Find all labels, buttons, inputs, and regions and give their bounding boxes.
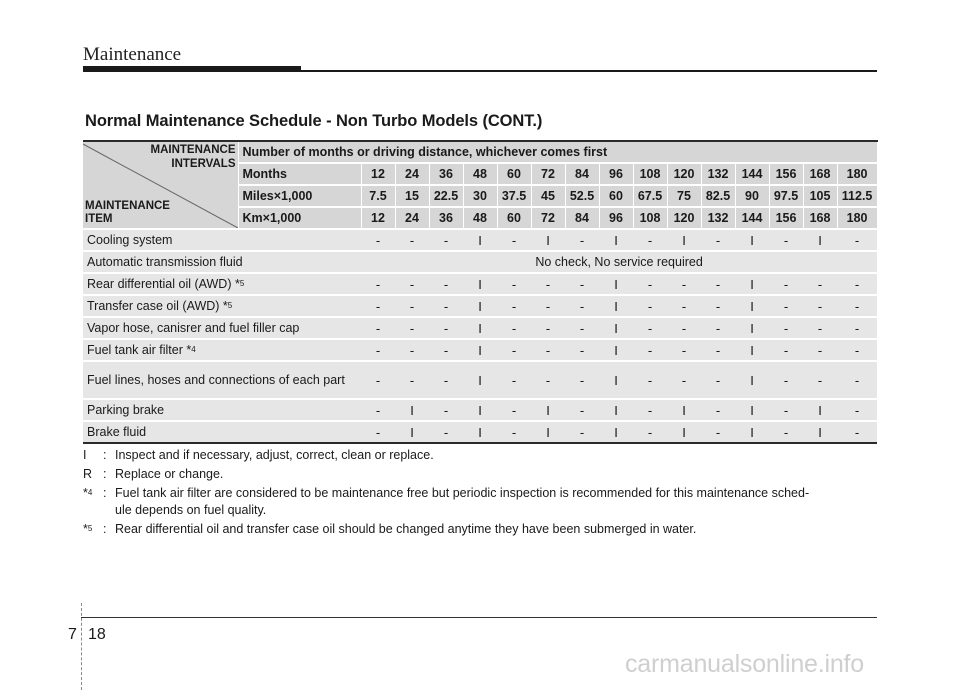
- schedule-cell: -: [803, 339, 837, 361]
- schedule-cell: -: [769, 339, 803, 361]
- schedule-cell: I: [599, 229, 633, 251]
- interval-value: 112.5: [837, 185, 877, 207]
- interval-value: 67.5: [633, 185, 667, 207]
- interval-row-label: Km×1,000: [238, 207, 361, 229]
- table-row: [83, 399, 877, 421]
- schedule-cell: -: [803, 295, 837, 317]
- schedule-cell: -: [361, 399, 395, 421]
- schedule-cell: -: [361, 317, 395, 339]
- interval-value: 30: [463, 185, 497, 207]
- footnote-marker: 4: [87, 488, 93, 497]
- table-row: [83, 361, 877, 399]
- note-key: [83, 446, 103, 465]
- maintenance-item-name: [83, 251, 361, 273]
- footnote-marker: 5: [227, 300, 233, 310]
- schedule-cell: -: [531, 273, 565, 295]
- schedule-cell: -: [837, 339, 877, 361]
- table-row: [83, 251, 877, 273]
- schedule-cell: I: [667, 229, 701, 251]
- schedule-cell: I: [531, 229, 565, 251]
- interval-value: 12: [361, 163, 395, 185]
- maintenance-schedule-table: [83, 140, 878, 444]
- interval-value: 168: [803, 207, 837, 229]
- header-rule: [301, 70, 877, 72]
- schedule-cell: -: [497, 361, 531, 399]
- interval-value: 37.5: [497, 185, 531, 207]
- table-corner-header: [83, 141, 238, 229]
- item-name-text: Vapor hose, canisrer and fuel filler cap: [87, 320, 300, 335]
- schedule-cell: -: [361, 273, 395, 295]
- interval-value: 84: [565, 207, 599, 229]
- note-continuation: ule depends on fuel quality.: [115, 503, 267, 517]
- interval-value: 72: [531, 163, 565, 185]
- maintenance-item-name: [83, 295, 361, 317]
- note-separator: :: [103, 522, 107, 536]
- note-key: [83, 465, 103, 484]
- note-text: Inspect and if necessary, adjust, correct, clean or replace.: [115, 448, 434, 462]
- interval-value: 72: [531, 207, 565, 229]
- interval-value: 48: [463, 207, 497, 229]
- table-row: [83, 295, 877, 317]
- schedule-cell: -: [429, 295, 463, 317]
- item-name-text: Fuel lines, hoses and connections of each part: [87, 372, 345, 387]
- table-row: [83, 317, 877, 339]
- schedule-cell: -: [667, 361, 701, 399]
- schedule-cell: I: [803, 229, 837, 251]
- schedule-cell: -: [361, 421, 395, 443]
- watermark: carmanualsonline.info: [625, 650, 865, 678]
- item-name-text: Cooling system: [87, 232, 173, 247]
- schedule-cell: -: [769, 399, 803, 421]
- interval-value: 84: [565, 163, 599, 185]
- interval-value: 180: [837, 163, 877, 185]
- interval-value: 144: [735, 163, 769, 185]
- schedule-cell: -: [497, 339, 531, 361]
- interval-row-label: Miles×1,000: [238, 185, 361, 207]
- schedule-cell: I: [395, 399, 429, 421]
- schedule-cell: -: [565, 229, 599, 251]
- corner-item-label: MAINTENANCE ITEM: [85, 200, 170, 225]
- maintenance-item-name: [83, 229, 361, 251]
- schedule-cell: -: [769, 273, 803, 295]
- schedule-cell: -: [837, 273, 877, 295]
- item-name-text: Fuel tank air filter *: [87, 342, 192, 357]
- interval-value: 12: [361, 207, 395, 229]
- schedule-cell: -: [837, 229, 877, 251]
- schedule-cell: I: [803, 399, 837, 421]
- chapter-number: 7: [68, 626, 77, 643]
- footer-rule: [81, 617, 877, 618]
- interval-header-title: Number of months or driving distance, whichever comes first: [238, 141, 877, 163]
- item-name-text: Parking brake: [87, 402, 165, 417]
- note-row: [83, 465, 883, 484]
- schedule-cell: -: [837, 399, 877, 421]
- interval-value: 180: [837, 207, 877, 229]
- schedule-cell: -: [565, 361, 599, 399]
- schedule-cell: -: [769, 317, 803, 339]
- schedule-cell: -: [429, 229, 463, 251]
- schedule-cell: I: [599, 273, 633, 295]
- interval-value: 90: [735, 185, 769, 207]
- schedule-cell: I: [735, 229, 769, 251]
- schedule-cell: -: [565, 273, 599, 295]
- schedule-cell: -: [429, 399, 463, 421]
- schedule-cell: I: [599, 295, 633, 317]
- schedule-cell: I: [599, 361, 633, 399]
- table-row: [83, 339, 877, 361]
- schedule-cell: -: [701, 361, 735, 399]
- note-separator: :: [103, 448, 107, 462]
- schedule-cell: -: [429, 273, 463, 295]
- schedule-cell: -: [701, 273, 735, 295]
- interval-value: 108: [633, 207, 667, 229]
- schedule-cell: -: [803, 317, 837, 339]
- schedule-cell: -: [361, 229, 395, 251]
- interval-value: 108: [633, 163, 667, 185]
- interval-value: 82.5: [701, 185, 735, 207]
- interval-value: 120: [667, 163, 701, 185]
- interval-value: 24: [395, 163, 429, 185]
- schedule-cell: -: [837, 317, 877, 339]
- schedule-cell: I: [735, 295, 769, 317]
- schedule-cell: -: [667, 317, 701, 339]
- schedule-cell: -: [837, 421, 877, 443]
- schedule-cell: -: [531, 339, 565, 361]
- schedule-cell: -: [429, 317, 463, 339]
- schedule-cell: -: [395, 273, 429, 295]
- item-name-text: Transfer case oil (AWD) *: [87, 298, 228, 313]
- item-name-text: Brake fluid: [87, 424, 147, 439]
- note-row: [83, 520, 883, 539]
- schedule-cell: -: [429, 339, 463, 361]
- maintenance-item-name: [83, 421, 361, 443]
- schedule-cell: -: [531, 295, 565, 317]
- note-text: Rear differential oil and transfer case oil should be changed anytime they have been submerged in water.: [115, 522, 697, 536]
- maintenance-item-name: [83, 317, 361, 339]
- schedule-cell: -: [395, 317, 429, 339]
- interval-value: 132: [701, 207, 735, 229]
- note-key-text: *: [83, 522, 88, 536]
- schedule-cell: I: [599, 339, 633, 361]
- schedule-cell: -: [633, 273, 667, 295]
- schedule-cell: I: [735, 361, 769, 399]
- interval-value: 22.5: [429, 185, 463, 207]
- interval-value: 60: [497, 207, 531, 229]
- schedule-cell: -: [497, 295, 531, 317]
- schedule-cell: -: [701, 229, 735, 251]
- schedule-cell: -: [837, 295, 877, 317]
- schedule-cell: -: [633, 317, 667, 339]
- maintenance-item-name: [83, 361, 361, 399]
- schedule-cell: -: [429, 361, 463, 399]
- table-row: [83, 229, 877, 251]
- schedule-cell: -: [565, 399, 599, 421]
- interval-row-label: Months: [238, 163, 361, 185]
- schedule-cell: I: [735, 339, 769, 361]
- schedule-cell: I: [667, 399, 701, 421]
- no-service-cell: No check, No service required: [361, 251, 877, 273]
- page-header-title: Maintenance: [83, 44, 182, 65]
- interval-value: 48: [463, 163, 497, 185]
- schedule-cell: -: [633, 399, 667, 421]
- schedule-cell: -: [361, 295, 395, 317]
- interval-value: 52.5: [565, 185, 599, 207]
- interval-value: 60: [497, 163, 531, 185]
- schedule-cell: -: [395, 339, 429, 361]
- maintenance-item-name: [83, 399, 361, 421]
- note-key-text: I: [83, 448, 87, 462]
- schedule-cell: -: [803, 273, 837, 295]
- interval-value: 24: [395, 207, 429, 229]
- interval-value: 7.5: [361, 185, 395, 207]
- note-row: [83, 446, 883, 465]
- table-row: [83, 273, 877, 295]
- interval-value: 105: [803, 185, 837, 207]
- schedule-cell: -: [633, 361, 667, 399]
- schedule-cell: -: [701, 399, 735, 421]
- schedule-cell: -: [361, 339, 395, 361]
- note-text: Replace or change.: [115, 467, 224, 481]
- schedule-cell: -: [497, 229, 531, 251]
- schedule-cell: -: [497, 317, 531, 339]
- schedule-cell: -: [837, 361, 877, 399]
- interval-value: 36: [429, 207, 463, 229]
- schedule-cell: I: [463, 399, 497, 421]
- schedule-cell: I: [599, 421, 633, 443]
- schedule-cell: -: [769, 421, 803, 443]
- schedule-cell: I: [599, 317, 633, 339]
- interval-value: 120: [667, 207, 701, 229]
- note-key-text: *: [83, 486, 88, 500]
- schedule-cell: -: [633, 229, 667, 251]
- schedule-cell: -: [633, 295, 667, 317]
- schedule-cell: I: [463, 339, 497, 361]
- schedule-cell: I: [531, 421, 565, 443]
- schedule-cell: -: [633, 339, 667, 361]
- footnote-marker: 4: [191, 344, 196, 354]
- schedule-cell: I: [395, 421, 429, 443]
- schedule-cell: -: [361, 361, 395, 399]
- interval-value: 96: [599, 163, 633, 185]
- interval-value: 60: [599, 185, 633, 207]
- schedule-cell: I: [463, 273, 497, 295]
- schedule-cell: -: [395, 361, 429, 399]
- schedule-cell: -: [769, 361, 803, 399]
- header-bar: [83, 66, 301, 72]
- interval-value: 132: [701, 163, 735, 185]
- note-key: [83, 520, 103, 539]
- schedule-cell: I: [599, 399, 633, 421]
- corner-intervals-label: MAINTENANCE INTERVALS: [150, 144, 236, 170]
- schedule-cell: I: [463, 295, 497, 317]
- interval-value: 144: [735, 207, 769, 229]
- interval-value: 96: [599, 207, 633, 229]
- note-key: [83, 484, 103, 503]
- schedule-cell: I: [667, 421, 701, 443]
- schedule-cell: -: [667, 295, 701, 317]
- interval-value: 15: [395, 185, 429, 207]
- schedule-cell: -: [565, 317, 599, 339]
- interval-value: 156: [769, 163, 803, 185]
- schedule-cell: -: [531, 361, 565, 399]
- schedule-cell: -: [701, 339, 735, 361]
- section-title: Normal Maintenance Schedule - Non Turbo Models (CONT.): [85, 112, 543, 130]
- schedule-cell: -: [429, 421, 463, 443]
- schedule-cell: I: [463, 361, 497, 399]
- schedule-cell: -: [633, 421, 667, 443]
- interval-value: 97.5: [769, 185, 803, 207]
- schedule-cell: I: [463, 421, 497, 443]
- schedule-cell: -: [701, 421, 735, 443]
- schedule-cell: -: [565, 421, 599, 443]
- schedule-cell: I: [735, 273, 769, 295]
- schedule-cell: I: [531, 399, 565, 421]
- item-name-text: Automatic transmission fluid: [87, 254, 243, 269]
- interval-value: 75: [667, 185, 701, 207]
- schedule-cell: -: [531, 317, 565, 339]
- schedule-cell: -: [667, 339, 701, 361]
- schedule-cell: I: [463, 317, 497, 339]
- schedule-cell: -: [497, 273, 531, 295]
- schedule-cell: -: [701, 295, 735, 317]
- note-separator: :: [103, 467, 107, 481]
- interval-value: 45: [531, 185, 565, 207]
- schedule-cell: I: [735, 317, 769, 339]
- table-row: [83, 421, 877, 443]
- footnote-marker: 5: [239, 278, 245, 288]
- schedule-cell: -: [667, 273, 701, 295]
- schedule-cell: -: [565, 295, 599, 317]
- interval-value: 156: [769, 207, 803, 229]
- schedule-cell: -: [803, 361, 837, 399]
- schedule-cell: -: [565, 339, 599, 361]
- schedule-cell: -: [701, 317, 735, 339]
- schedule-cell: I: [735, 421, 769, 443]
- note-separator: :: [103, 486, 107, 500]
- schedule-cell: -: [395, 229, 429, 251]
- schedule-cell: I: [803, 421, 837, 443]
- note-key-text: R: [83, 467, 93, 481]
- maintenance-item-name: [83, 273, 361, 295]
- maintenance-item-name: [83, 339, 361, 361]
- schedule-cell: -: [769, 295, 803, 317]
- schedule-cell: -: [769, 229, 803, 251]
- schedule-cell: I: [735, 399, 769, 421]
- page-number: 18: [88, 626, 106, 643]
- schedule-cell: -: [497, 421, 531, 443]
- interval-value: 36: [429, 163, 463, 185]
- schedule-cell: -: [395, 295, 429, 317]
- item-name-text: Rear differential oil (AWD) *: [87, 276, 240, 291]
- interval-value: 168: [803, 163, 837, 185]
- note-text: Fuel tank air filter are considered to be maintenance free but periodic inspection is recommended for this maintenance sched-: [115, 486, 810, 500]
- footnote-marker: 5: [87, 524, 93, 533]
- schedule-cell: -: [497, 399, 531, 421]
- legend-notes: [83, 446, 883, 539]
- schedule-cell: I: [463, 229, 497, 251]
